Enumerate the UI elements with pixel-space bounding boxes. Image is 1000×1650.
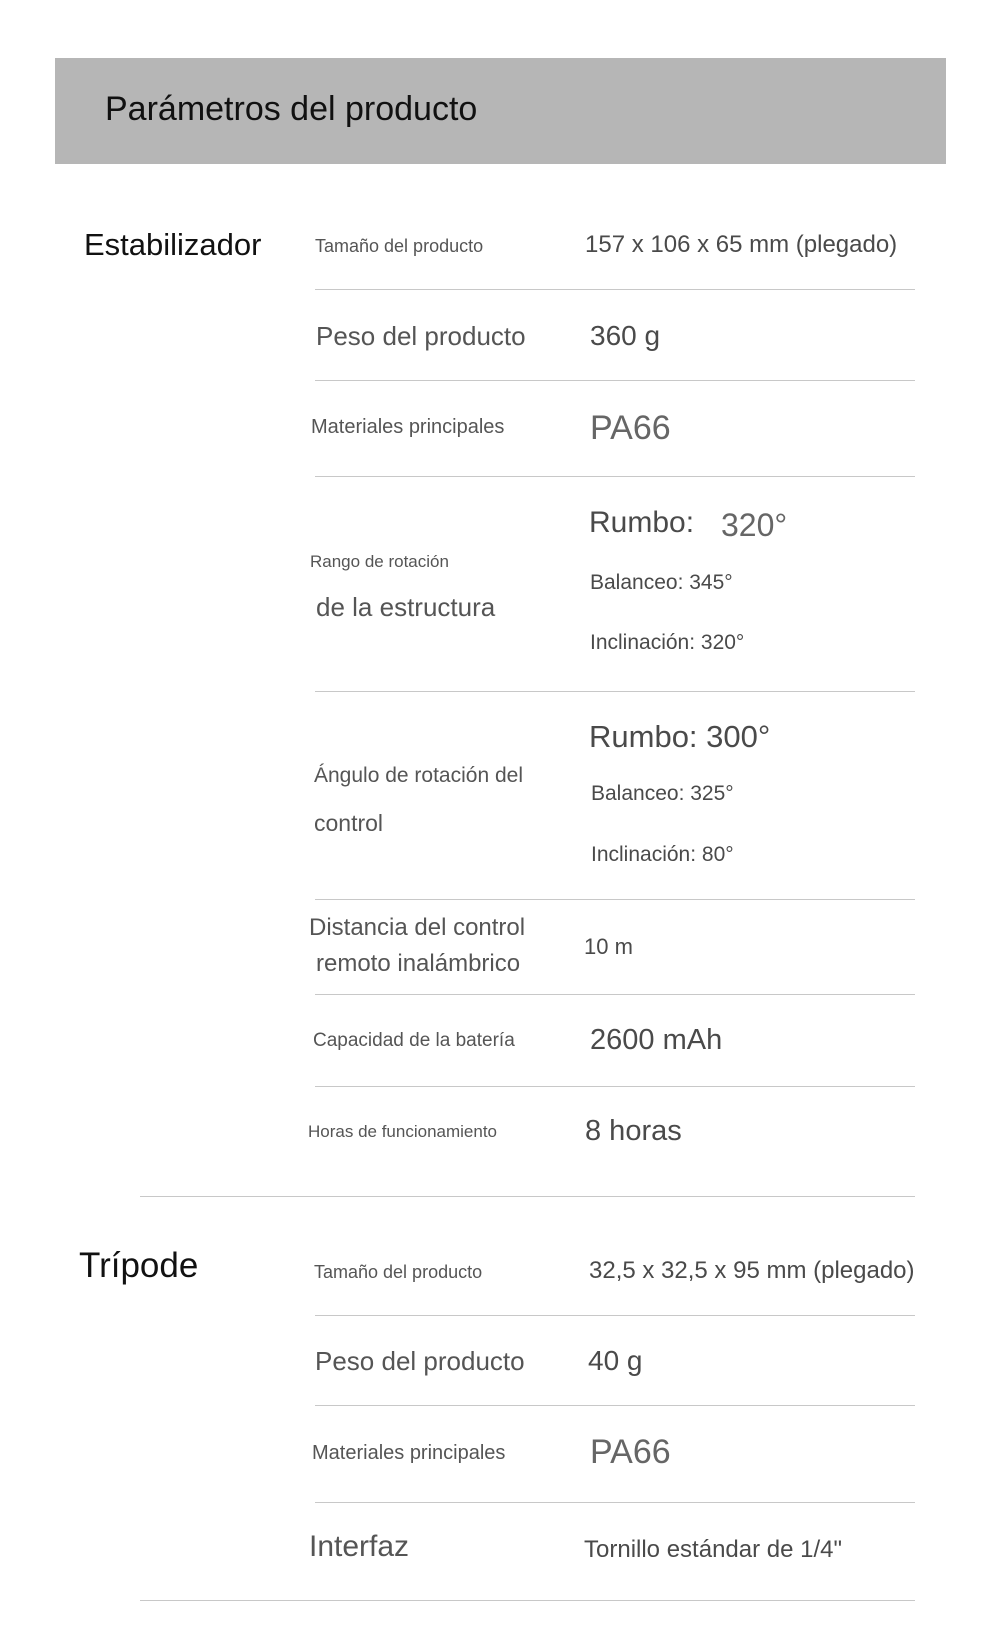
divider [315, 899, 915, 900]
page-title: Parámetros del producto [105, 90, 478, 128]
interface-value: Tornillo estándar de 1/4" [584, 1536, 843, 1563]
divider [315, 476, 915, 477]
tripod-materials-label: Materiales principales [312, 1442, 506, 1464]
rotation-range-label-line1: Rango de rotación [310, 552, 449, 571]
rotation-range-pan-value: 320° [721, 507, 788, 543]
rotation-range-pan: Rumbo: [589, 506, 695, 539]
runtime-label: Horas de funcionamiento [308, 1122, 498, 1141]
header-band [55, 58, 946, 164]
stabilizer-weight-label: Peso del producto [316, 321, 526, 351]
tripod-weight-value: 40 g [588, 1345, 643, 1376]
tripod-size-value: 32,5 x 32,5 x 95 mm (plegado) [589, 1257, 915, 1284]
rotation-range-tilt: Inclinación: 320° [590, 631, 745, 654]
interface-label: Interfaz [309, 1530, 410, 1563]
stabilizer-size-value: 157 x 106 x 65 mm (plegado) [585, 231, 898, 258]
divider [315, 691, 915, 692]
divider [315, 994, 915, 995]
stabilizer-size-label: Tamaño del producto [315, 236, 484, 256]
section-divider [140, 1196, 915, 1197]
rotation-range-label-line2: de la estructura [316, 592, 496, 622]
section-title-stabilizer: Estabilizador [84, 227, 262, 262]
divider [315, 1315, 915, 1316]
section-divider [140, 1600, 915, 1601]
battery-label: Capacidad de la batería [313, 1030, 515, 1051]
remote-distance-label-line1: Distancia del control [309, 914, 526, 941]
control-angle-roll: Balanceo: 325° [591, 782, 734, 805]
divider [315, 1086, 915, 1087]
divider [315, 380, 915, 381]
runtime-value: 8 horas [585, 1115, 682, 1147]
stabilizer-materials-value: PA66 [590, 409, 671, 447]
control-angle-label-line1: Ángulo de rotación del [314, 764, 523, 787]
control-angle-tilt: Inclinación: 80° [591, 843, 734, 866]
divider [315, 1502, 915, 1503]
tripod-size-label: Tamaño del producto [314, 1262, 483, 1282]
remote-distance-label-line2: remoto inalámbrico [316, 950, 521, 977]
battery-value: 2600 mAh [590, 1024, 723, 1056]
divider [315, 289, 915, 290]
divider [315, 1405, 915, 1406]
rotation-range-roll: Balanceo: 345° [590, 571, 733, 594]
stabilizer-materials-label: Materiales principales [311, 416, 505, 438]
section-title-tripod: Trípode [79, 1246, 199, 1285]
tripod-materials-value: PA66 [590, 1433, 671, 1471]
stabilizer-weight-value: 360 g [590, 320, 661, 351]
control-angle-pan: Rumbo: 300° [589, 719, 771, 754]
tripod-weight-label: Peso del producto [315, 1346, 525, 1376]
remote-distance-value: 10 m [584, 934, 633, 959]
control-angle-label-line2: control [314, 810, 384, 836]
